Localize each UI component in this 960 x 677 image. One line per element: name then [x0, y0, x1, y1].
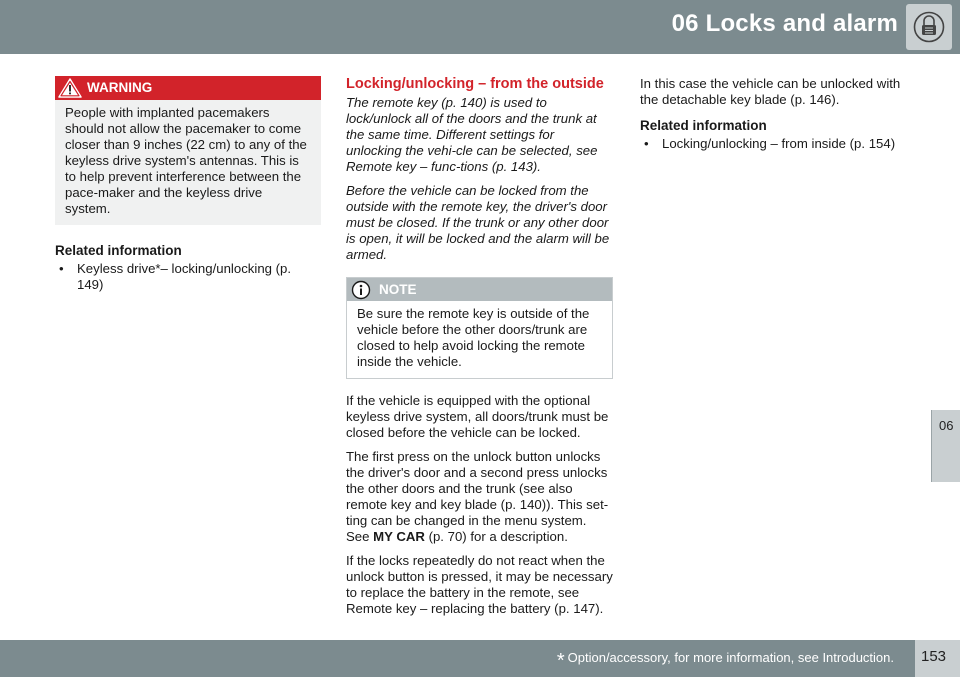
- note-header: [347, 278, 612, 301]
- info-icon: [351, 280, 371, 300]
- footnote-star: *: [556, 650, 565, 672]
- warning-header: [55, 76, 321, 100]
- related-info-heading-right: Related information: [640, 118, 767, 133]
- intro-paragraph-1: The remote key (p. 140) is used to lock/unlock all of the doors and the trunk at the same time. Different settings for unlocking the vehi-cle can be selected, see Remote key – func-tions (p. 143).: [346, 95, 598, 174]
- page-number: 153: [921, 648, 947, 665]
- chapter-sidebar: [931, 54, 960, 640]
- note-title: NOTE: [379, 282, 417, 297]
- my-car-term: MY CAR: [373, 529, 425, 544]
- column-middle: [346, 76, 613, 625]
- warning-triangle-icon: [57, 77, 83, 99]
- related-link[interactable]: • Keyless drive*– locking/unlocking (p. 149): [55, 261, 321, 293]
- chapter-icon-box: [906, 4, 952, 50]
- warning-title: WARNING: [87, 80, 153, 95]
- section-title: Locking/unlocking – from the outside: [346, 76, 604, 92]
- note-box: [346, 277, 613, 379]
- column-right: [640, 76, 910, 152]
- warning-box: [55, 76, 321, 225]
- footer-note-text: Option/accessory, for more information, see Introduction.: [567, 650, 894, 665]
- body-paragraph-2-start: The first press on the unlock button unlocks the driver's door and a second press unlocks the other doors and the trunk (see also remote key and key blade (p. 140)). This set-ting can be changed in the menu system. See: [346, 449, 609, 544]
- body-paragraph-2: [346, 449, 613, 545]
- related-link-right[interactable]: • Locking/unlocking – from inside (p. 154): [640, 136, 910, 152]
- chapter-tab-label: 06: [939, 418, 954, 433]
- note-text: Be sure the remote key is outside of the vehicle before the other doors/trunk are closed to help avoid locking the remote inside the vehicle.: [357, 306, 590, 369]
- page-title: 06 Locks and alarm: [671, 10, 898, 37]
- page-number-box: [915, 640, 960, 677]
- intro-paragraph-2: Before the vehicle can be locked from the outside with the remote key, the driver's door must be closed. If the trunk or any other door is open, it will be locked and the alarm will be armed.: [346, 183, 610, 262]
- column-left: [55, 76, 321, 293]
- lock-icon: [913, 10, 945, 44]
- related-info-heading: Related information: [55, 243, 182, 258]
- body-paragraph-3: If the locks repeatedly do not react when the unlock button is pressed, it may be necessary to replace the battery in the remote, see Remote key – replacing the battery (p. 147).: [346, 553, 613, 616]
- body-paragraph-2-end: (p. 70) for a description.: [424, 529, 568, 544]
- continued-text: In this case the vehicle can be unlocked with the detachable key blade (p. 146).: [640, 76, 901, 107]
- body-paragraph-1: If the vehicle is equipped with the optional keyless drive system, all doors/trunk must be closed before the vehicle can be locked.: [346, 393, 609, 440]
- warning-text: People with implanted pacemakers should not allow the pacemaker to come closer than 9 inches (22 cm) to any of the keyless drive system's antennas. This is to help prevent interference between the pace-maker and the keyless drive system.: [65, 105, 307, 216]
- footer-note: [557, 650, 894, 673]
